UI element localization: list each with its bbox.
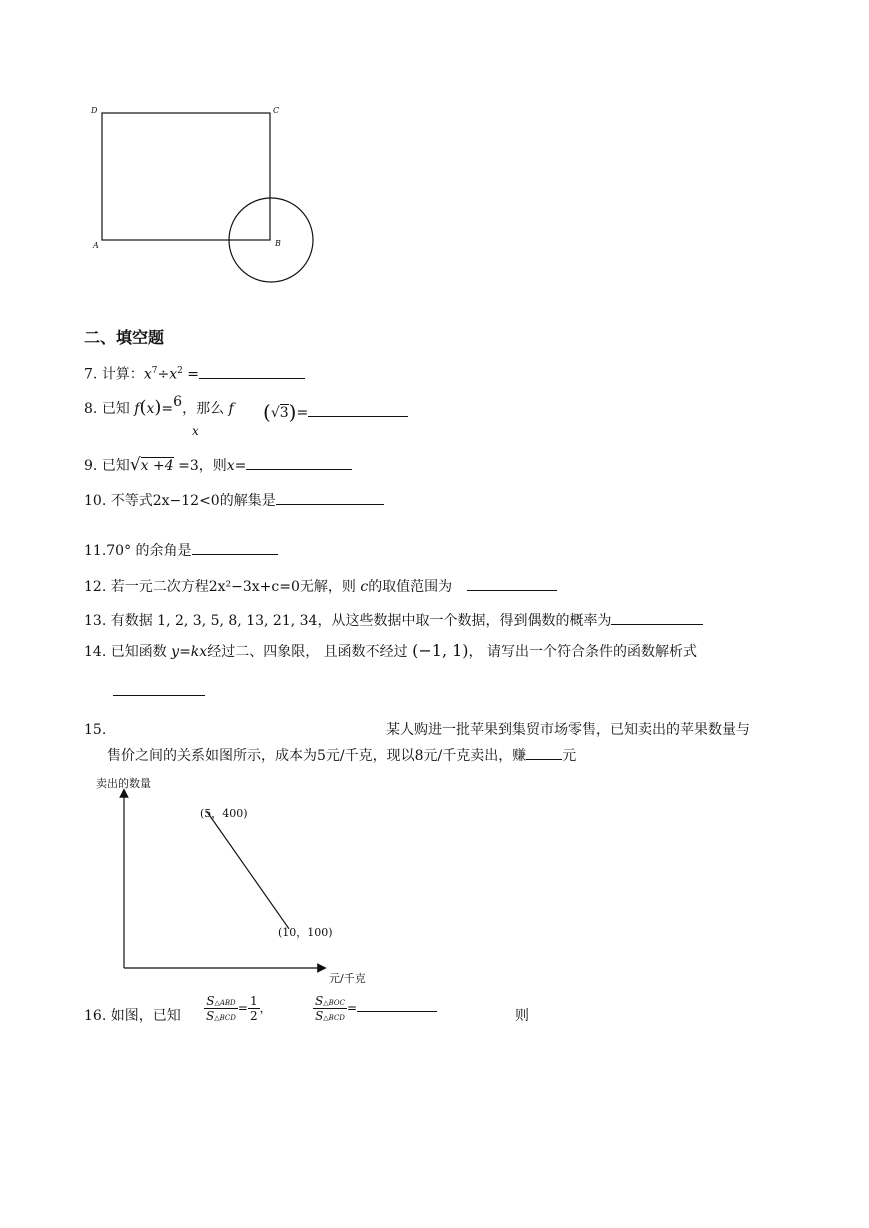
q8-number: 8. <box>84 401 98 417</box>
q16-val-num: 1 <box>249 994 258 1008</box>
chart-series-line <box>207 811 290 929</box>
q16-s1-num: S <box>206 994 215 1008</box>
q9-eq: = <box>234 458 247 474</box>
q8-sqrt-arg: 3 <box>279 405 289 421</box>
q8-eq: = <box>161 401 174 417</box>
vertex-label-a: A <box>93 241 99 250</box>
question-9 <box>84 455 352 475</box>
q12-tail: 的取值范围为 <box>368 579 453 595</box>
q8-eq2: = <box>296 405 309 421</box>
vertex-label-b: B <box>275 239 281 248</box>
q10-text: 不等式 <box>110 493 153 509</box>
q16-s1-den: S <box>206 1009 215 1023</box>
q13-answer-blank[interactable] <box>611 610 703 625</box>
q16-ratio-2 <box>313 994 347 1023</box>
q11-text: 70° 的余角是 <box>106 543 192 559</box>
q16-formula-1 <box>204 994 272 1023</box>
q8-f2: f <box>228 401 234 417</box>
q16-number: 16. <box>84 1008 107 1024</box>
q8-sqrt-expr: (√3)= <box>263 401 408 422</box>
q12-answer-blank[interactable] <box>467 576 557 591</box>
q11-number: 11. <box>84 543 107 559</box>
q16-value <box>248 994 260 1023</box>
radical-icon: √ <box>270 405 280 421</box>
q16-s2-den: S <box>315 1009 324 1023</box>
vertex-label-c: C <box>273 106 280 115</box>
q8-denominator: x <box>192 424 199 438</box>
question-15-line1 <box>84 721 750 739</box>
q15-line2: 售价之间的关系如图所示，成本为5元/千克，现以8元/千克卖出，赚 <box>107 748 527 764</box>
q10-answer-blank[interactable] <box>276 490 384 505</box>
q10-tail: 的解集是 <box>219 493 276 509</box>
q16-ratio-1 <box>204 994 238 1023</box>
q12-text: 若一元二次方程 <box>110 579 209 595</box>
question-12 <box>84 576 557 596</box>
q7-text: 计算： <box>101 366 144 383</box>
q12-expr: 2x²−3x+c=0 <box>208 579 300 595</box>
q7-answer-blank[interactable] <box>199 364 305 379</box>
q9-text: 已知 <box>101 458 130 474</box>
q16-s1-num-sub: △ABD <box>214 999 236 1007</box>
question-10 <box>84 490 384 510</box>
q15-line1: 某人购进一批苹果到集贸市场零售，已知卖出的苹果数量与 <box>386 722 750 738</box>
q7-base2: x <box>169 366 178 383</box>
chart-annotation-start: (5，400) <box>200 807 248 820</box>
price-quantity-chart <box>110 785 390 985</box>
q16-eq1: = <box>237 1001 248 1015</box>
q8-paren-right: ) <box>154 397 162 418</box>
chart-ylabel: 卖出的数量 <box>96 777 151 790</box>
q8-var: x <box>146 401 155 417</box>
q8-sep: ，那么 <box>182 401 225 417</box>
q10-number: 10. <box>84 493 107 509</box>
q16-text: 如图，已知 <box>110 1008 181 1024</box>
q12-var: c <box>360 579 369 595</box>
q15-number: 15. <box>84 722 107 738</box>
question-8 <box>84 394 234 418</box>
radical-icon: √ <box>129 455 141 475</box>
q9-sqrt-arg: x +4 <box>140 458 174 474</box>
q16-s1-den-sub: △BCD <box>214 1014 236 1022</box>
q7-exp2: 2 <box>177 366 183 376</box>
q16-answer-blank[interactable] <box>357 1001 437 1012</box>
q16-s2-num-sub: △BOC <box>323 999 345 1007</box>
q15-answer-blank[interactable] <box>526 745 562 760</box>
q14-tail: ， 请写出一个符合条件的函数解析式 <box>468 644 697 660</box>
q14-number: 14. <box>84 644 107 660</box>
q9-mid: =3，则 <box>173 458 227 474</box>
q7-eq: = <box>187 366 200 383</box>
q14-answer-blank[interactable] <box>113 681 205 696</box>
question-15-line2 <box>107 745 576 765</box>
chart-xlabel: 元/千克 <box>329 972 366 985</box>
q9-number: 9. <box>84 458 98 474</box>
q12-number: 12. <box>84 579 107 595</box>
q7-base1: x <box>143 366 152 383</box>
q7-exp1: 7 <box>151 366 158 376</box>
q13-text: 有数据 1, 2, 3, 5, 8, 13, 21, 34，从这些数据中取一个数据，得到偶数的概率为 <box>110 613 612 629</box>
q10-expr: 2x−12<0 <box>152 493 220 509</box>
q8-fx: f <box>134 401 140 417</box>
q8-answer-blank[interactable] <box>308 402 408 417</box>
q7-number: 7. <box>84 366 98 383</box>
q9-var: x <box>226 458 235 474</box>
q14-expr: y=kx <box>171 644 208 660</box>
q16-eq2: = <box>347 1001 358 1015</box>
q16-comma: ， <box>259 1001 272 1015</box>
q16-s2-den-sub: △BCD <box>323 1014 345 1022</box>
q9-answer-blank[interactable] <box>246 455 352 470</box>
q11-answer-blank[interactable] <box>192 540 278 555</box>
q16-s2-num: S <box>315 994 324 1008</box>
q7-op: ÷ <box>157 366 170 383</box>
question-7 <box>84 362 305 384</box>
q14-mid: 经过二、四象限， 且函数不经过 <box>207 644 408 660</box>
rectangle-abcd <box>102 113 270 240</box>
q8-paren-left: ( <box>139 397 147 418</box>
q14-text: 已知函数 <box>110 644 167 660</box>
q8-text: 已知 <box>101 401 130 417</box>
q15-unit: 元 <box>562 748 577 764</box>
q8-numerator: 6 <box>173 394 183 410</box>
q13-number: 13. <box>84 613 107 629</box>
q14-point: (−1, 1) <box>412 641 469 660</box>
q16-tail: 则 <box>515 1008 529 1024</box>
q16-val-den: 2 <box>249 1009 258 1023</box>
chart-annotation-end: (10，100) <box>278 926 333 939</box>
question-16 <box>84 1007 181 1025</box>
q16-formula-2 <box>313 994 437 1023</box>
question-11 <box>84 540 278 560</box>
question-13 <box>84 610 703 630</box>
section-title: 二、填空题 <box>84 328 165 347</box>
q12-mid: 无解，则 <box>299 579 356 595</box>
geometry-figure <box>80 95 330 295</box>
vertex-label-d: D <box>91 106 98 115</box>
question-14 <box>84 642 697 661</box>
